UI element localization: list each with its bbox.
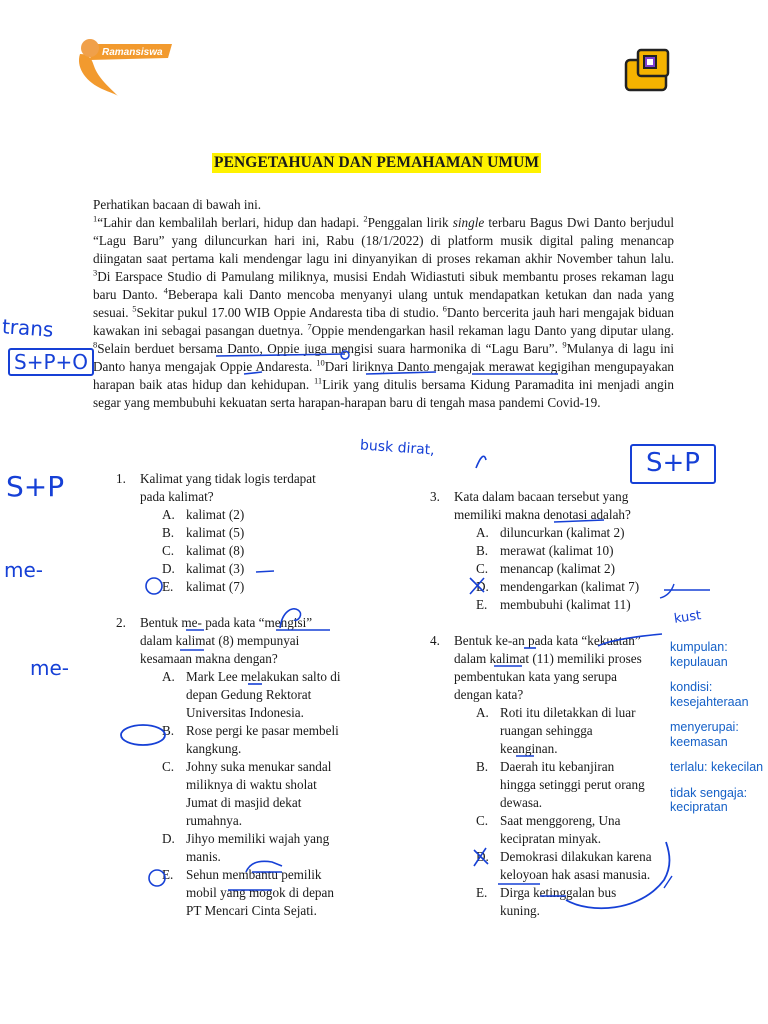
answer-option[interactable] xyxy=(476,578,639,596)
margin-note: menyerupai: keemasan xyxy=(670,720,739,749)
option-text-line: menancap (kalimat 2) xyxy=(500,561,615,576)
option-text-line: Mark Lee melakukan salto di xyxy=(186,669,341,684)
answer-options xyxy=(476,524,639,614)
option-text-line: Roti itu diletakkan di luar xyxy=(500,705,636,720)
reading-passage xyxy=(93,196,674,412)
sentence-2c: terbaru Bagus Dwi Danto berjudul “Lagu Baru” yang diluncurkan hari ini, Rabu (18/1/2022) di platform musik digital paling menancap diingatan saat pertama kali mendengar lagu ini dinyanyikan di proses rekaman akhir November tahun lalu. xyxy=(93,215,675,266)
option-letter: B. xyxy=(162,723,175,738)
answer-option[interactable] xyxy=(476,596,639,614)
option-letter: B. xyxy=(476,759,489,774)
answer-option[interactable] xyxy=(162,560,244,578)
logo-swoosh xyxy=(79,54,118,96)
question-stem xyxy=(454,488,631,524)
option-text-line: kalimat (7) xyxy=(186,579,245,594)
option-text-line: diluncurkan (kalimat 2) xyxy=(500,525,625,540)
option-text-line: keanginan. xyxy=(500,741,558,756)
option-letter: E. xyxy=(476,885,488,900)
question-stem-line: Kata dalam bacaan tersebut yang xyxy=(454,489,629,504)
margin-note: kondisi: kesejahteraan xyxy=(670,680,749,709)
option-text-line: Universitas Indonesia. xyxy=(186,705,304,720)
sentence-2b: single xyxy=(452,215,485,230)
question-number: 4. xyxy=(430,633,440,648)
question-stem-line: dalam kalimat (11) memiliki proses xyxy=(454,651,642,666)
handwritten-sp: S+P xyxy=(6,470,65,503)
answer-option[interactable] xyxy=(476,848,652,884)
option-text-line: membubuhi (kalimat 11) xyxy=(500,597,631,612)
option-text-line: kecipratan minyak. xyxy=(500,831,602,846)
sentence-3: Di Earspace Studio di Pamulang miliknya, musisi Endah Widiastuti sibuk membantu proses rekaman lagu baru Danto. xyxy=(93,269,674,302)
document-icon xyxy=(624,46,672,92)
handwritten-spo: S+P+O xyxy=(8,348,94,376)
sentence-7: Oppie mendengarkan hasil rekaman lagu Danto yang diputar ulang. xyxy=(311,323,674,338)
option-letter: B. xyxy=(476,543,489,558)
question-stem xyxy=(140,470,316,506)
question-stem-line: memiliki makna denotasi adalah? xyxy=(454,507,631,522)
sentence-8: Selain berduet bersama Danto, Oppie juga mengisi suara harmonika di “Lagu Baru”. xyxy=(97,341,558,356)
question-stem-line: Bentuk ke-an pada kata “kekuatan” xyxy=(454,633,641,648)
option-text-line: Jumat di masjid dekat xyxy=(186,795,302,810)
question-number: 3. xyxy=(430,489,440,504)
margin-notes xyxy=(670,640,768,826)
question-stem xyxy=(140,614,312,668)
option-letter: C. xyxy=(162,759,175,774)
sentence-11: Lirik yang ditulis bersama Kidung Paramadita ini menjadi angin segar yang membubuhi kekuatan serta harapan-harapan baru di tengah masa pandemi Covid-19. xyxy=(93,377,675,410)
option-letter: E. xyxy=(162,579,174,594)
option-letter: C. xyxy=(476,561,489,576)
margin-note: terlalu: kekecilan xyxy=(670,760,764,774)
option-text-line: manis. xyxy=(186,849,221,864)
answer-option[interactable] xyxy=(476,884,652,920)
question-stem-line: Kalimat yang tidak logis terdapat xyxy=(140,471,316,486)
answer-option[interactable] xyxy=(476,704,652,758)
question-number: 1. xyxy=(116,471,126,486)
option-text-line: mobil yang mogok di depan xyxy=(186,885,334,900)
option-text-line: Jihyo memiliki wajah yang xyxy=(186,831,330,846)
answer-option[interactable] xyxy=(476,524,639,542)
answer-option[interactable] xyxy=(476,560,639,578)
question-stem xyxy=(454,632,642,704)
handwritten-sp-box: S+P xyxy=(630,444,716,484)
option-text-line: Dirga ketinggalan bus xyxy=(500,885,617,900)
sentence-10: Dari liriknya Danto mengajak merawat kegigihan mengupayakan harapan baik atas hidup dan kehidupan. xyxy=(93,359,675,392)
handwritten-trans: trans xyxy=(1,314,55,342)
sentence-5: Sekitar pukul 17.00 WIB Oppie Andaresta tiba di studio. xyxy=(136,305,439,320)
answer-option[interactable] xyxy=(476,758,652,812)
answer-option[interactable] xyxy=(162,866,341,920)
option-letter: C. xyxy=(162,543,175,558)
option-text-line: Rose pergi ke pasar membeli xyxy=(186,723,339,738)
handwritten-me: me- xyxy=(4,558,44,582)
answer-option[interactable] xyxy=(162,722,341,758)
answer-option[interactable] xyxy=(476,542,639,560)
passage-intro: Perhatikan bacaan di bawah ini. xyxy=(93,197,262,212)
option-text-line: merawat (kalimat 10) xyxy=(500,543,614,558)
option-letter: D. xyxy=(476,579,489,594)
option-text-line: Demokrasi dilakukan karena xyxy=(500,849,652,864)
option-text-line: rumahnya. xyxy=(186,813,243,828)
answer-option[interactable] xyxy=(162,524,244,542)
sentence-6: Danto bercerita jauh hari mengajak biduan kawakan ini sebagai pasangan duetnya. xyxy=(93,305,674,338)
answer-option[interactable] xyxy=(476,812,652,848)
option-text-line: Sehun membantu pemilik xyxy=(186,867,322,882)
question-stem-line: dengan kata? xyxy=(454,687,524,702)
answer-options xyxy=(476,704,652,920)
answer-options xyxy=(162,506,244,596)
option-letter: E. xyxy=(162,867,174,882)
fist-brand-icon xyxy=(81,39,99,57)
option-text-line: kangkung. xyxy=(186,741,242,756)
answer-option[interactable] xyxy=(162,542,244,560)
option-text-line: kalimat (8) xyxy=(186,543,245,558)
answer-options xyxy=(162,668,341,920)
answer-option[interactable] xyxy=(162,578,244,596)
margin-note: kumpulan: kepulauan xyxy=(670,640,728,669)
question-stem-line: kesamaan makna dengan? xyxy=(140,651,278,666)
option-text-line: kuning. xyxy=(500,903,540,918)
answer-option[interactable] xyxy=(162,668,341,722)
handwritten-me: me- xyxy=(30,656,70,680)
answer-option[interactable] xyxy=(162,830,341,866)
question-stem-line: Bentuk me- pada kata “mengisi” xyxy=(140,615,313,630)
option-text-line: kalimat (3) xyxy=(186,561,245,576)
option-text-line: keloyoan hak asasi manusia. xyxy=(500,867,651,882)
option-text-line: Daerah itu kebanjiran xyxy=(500,759,615,774)
option-letter: D. xyxy=(476,849,489,864)
question-number: 2. xyxy=(116,615,126,630)
option-text-line: kalimat (5) xyxy=(186,525,245,540)
question-stem-line: dalam kalimat (8) mempunyai xyxy=(140,633,300,648)
option-text-line: hingga setinggi perut orang xyxy=(500,777,645,792)
sentence-9: Mulanya di lagu ini Danto hanya mengajak Oppie Andaresta. xyxy=(93,341,675,374)
passage-body: $^1$“Lahir dan kembalilah berlari, hidup dan hadapi. $^2$Penggalan lirik single terbaru Bagus Dwi Danto berjudul “Lagu Baru” yang diluncurkan hari ini, Rabu (18/1/2022) di platform musik digital paling menancap diingatan saat pertama kali mendengar lagu ini dinyanyikan di proses rekaman akhir November tahun lalu. $^3$Di Earspace Studio di Pamulang miliknya, musisi Endah Widiastuti sibuk membantu proses rekaman lagu baru Danto. $^4$Beberapa kali Danto mencoba menyanyi ulang untuk mendapatkan ketukan dan nada yang sesuai. $^5$Sekitar pukul 17.00 WIB Oppie Andaresta tiba di studio. $^6$Danto bercerita jauh hari mengajak biduan kawakan ini sebagai pasangan duetnya. $^7$Oppie mendengarkan hasil rekaman lagu Danto yang diputar ulang. $^8$Selain berduet bersama Danto, Oppie juga mengisi suara harmonika di “Lagu Baru”. $^9$Mulanya di lagu ini Danto hanya mengajak Oppie Andaresta. $^{10}$Dari liriknya Danto mengajak merawat kegigihan mengupayakan harapan baik atas hidup dan kehidupan. $^{11}$Lirik yang ditulis bersama Kidung Paramadita ini menjadi angin segar yang membubuhi kekuatan serta harapan-harapan baru di tengah masa pandemi Covid-19. xyxy=(93,213,675,410)
option-letter: A. xyxy=(162,669,175,684)
option-letter: E. xyxy=(476,597,488,612)
handwritten-note: busk dirat, xyxy=(359,437,436,459)
option-letter: A. xyxy=(162,507,175,522)
option-letter: D. xyxy=(162,831,175,846)
question-stem-line: pada kalimat? xyxy=(140,489,214,504)
option-text-line: dewasa. xyxy=(500,795,543,810)
margin-note: tidak sengaja: kecipratan xyxy=(670,785,748,814)
option-text-line: mendengarkan (kalimat 7) xyxy=(500,579,640,594)
option-letter: A. xyxy=(476,705,489,720)
brand-logo xyxy=(74,36,174,98)
option-letter: D. xyxy=(162,561,175,576)
answer-option[interactable] xyxy=(162,506,244,524)
sentence-4: Beberapa kali Danto mencoba menyanyi ulang untuk mendapatkan ketukan dan nada yang sesuai. xyxy=(93,287,674,320)
question-stem-line: pembentukan kata yang serupa xyxy=(454,669,617,684)
handwritten-note: kust xyxy=(673,608,703,627)
option-text-line: PT Mencari Cinta Sejati. xyxy=(186,903,317,918)
sentence-1: “Lahir dan kembalilah berlari, hidup dan hadapi. xyxy=(97,215,360,230)
option-text-line: depan Gedung Rektorat xyxy=(186,687,312,702)
logo-text: Ramansiswa xyxy=(102,47,163,58)
answer-option[interactable] xyxy=(162,758,341,830)
option-letter: C. xyxy=(476,813,489,828)
sentence-2a: Penggalan lirik xyxy=(367,215,453,230)
page-title: PENGETAHUAN DAN PEMAHAMAN UMUM xyxy=(214,154,540,171)
option-text-line: miliknya di waktu sholat xyxy=(186,777,317,792)
option-text-line: kalimat (2) xyxy=(186,507,245,522)
option-letter: B. xyxy=(162,525,175,540)
option-text-line: Johny suka menukar sandal xyxy=(186,759,332,774)
option-text-line: ruangan sehingga xyxy=(500,723,593,738)
option-letter: A. xyxy=(476,525,489,540)
option-text-line: Saat menggoreng, Una xyxy=(500,813,621,828)
